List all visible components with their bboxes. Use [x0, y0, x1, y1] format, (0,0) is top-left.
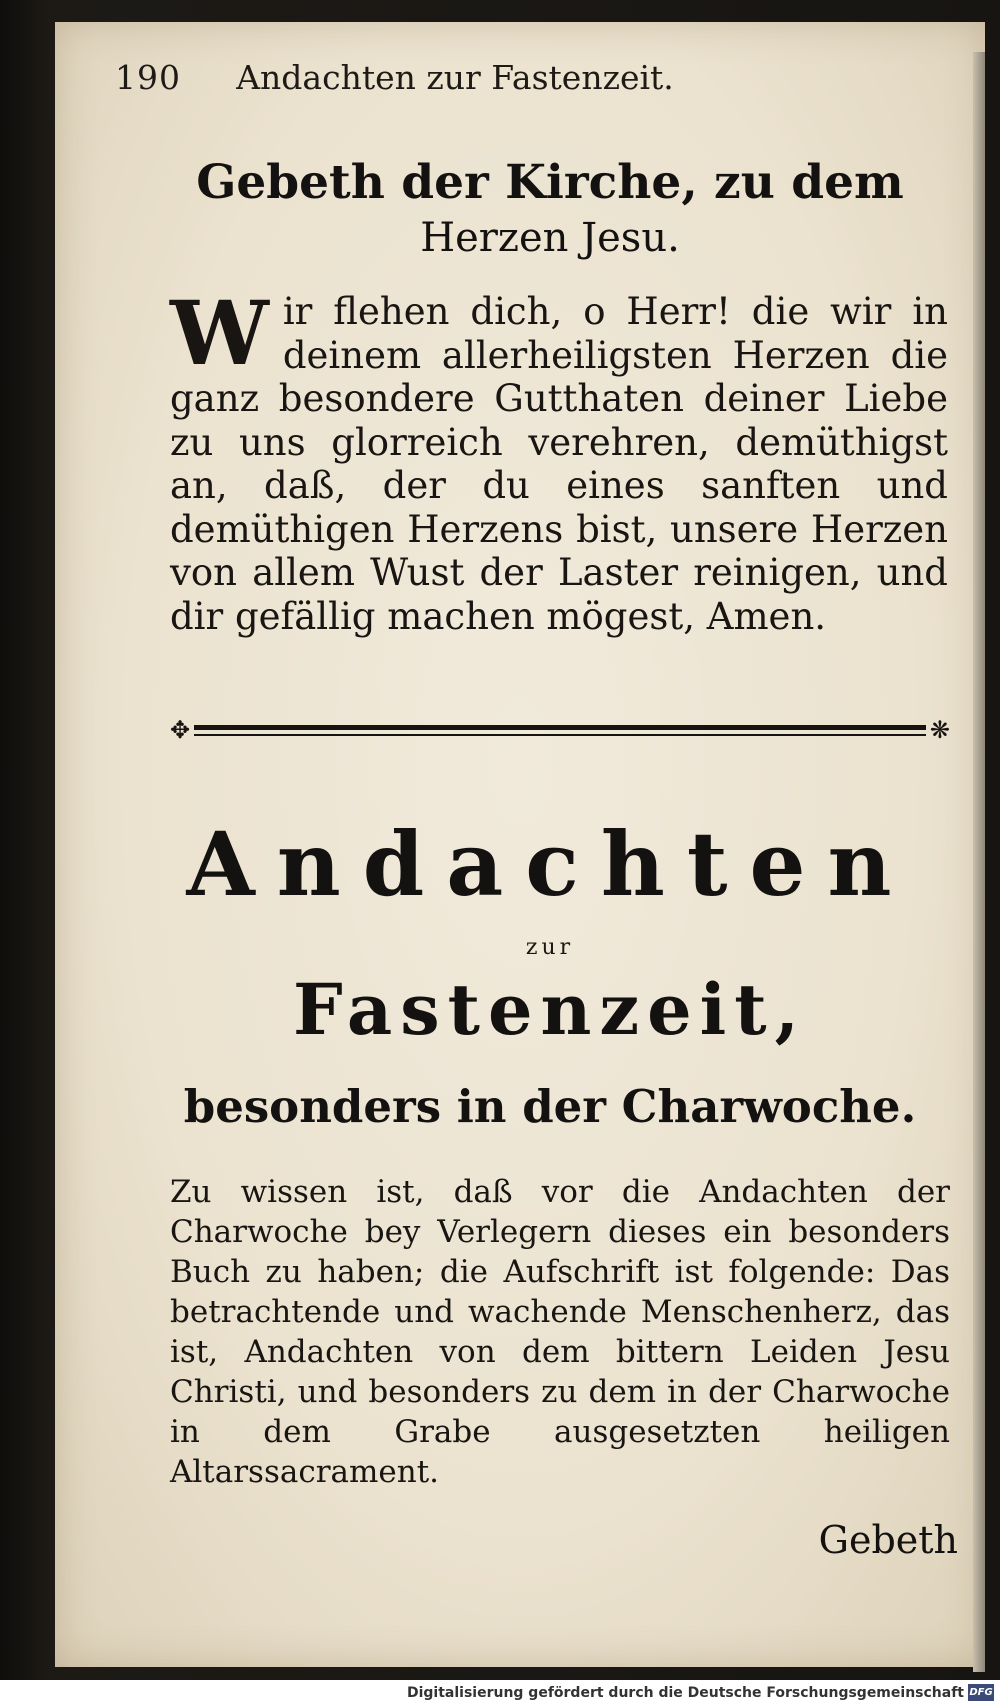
ornament-left-icon: ✥ — [170, 716, 191, 744]
drop-capital: W — [170, 281, 269, 385]
prayer-title-line2: Herzen Jesu. — [420, 215, 680, 261]
prayer-title: Gebeth der Kirche, zu dem — [196, 155, 904, 210]
section-heading: Andachten — [186, 812, 914, 916]
page-number: 190 — [115, 58, 181, 97]
digitization-footer — [0, 1680, 1000, 1707]
rule-thick-line — [194, 725, 926, 730]
section-note: Zu wissen ist, daß vor die Andachten der Charwoche bey Verlegern dieses ein besonders Buch zu haben; die Aufschrift ist folgende: Das betrachtende und wachende Menschenherz, das ist, Andachten von dem bittern Leiden Jesu Christi, und besonders zu dem in der Charwoche in dem Grabe ausgesetzten heiligen Altarssacrament. — [170, 1174, 950, 1490]
section-subheading: besonders in der Charwoche. — [183, 1080, 917, 1133]
page-edge — [973, 52, 985, 1672]
prayer-body-text: ir flehen dich, o Herr! die wir in deinem allerheiligsten Herzen die ganz besondere Gutthaten deiner Liebe zu uns glorreich verehren, demüthigst an, daß, der du eines sanften und demüthigen Herzens bist, unsere Herzen von allem Wust der Laster reinigen, und dir gefällig machen mögest, Amen. — [170, 290, 948, 638]
section-heading-2: Fastenzeit, — [293, 968, 807, 1051]
running-title: Andachten zur Fastenzeit. — [236, 58, 674, 97]
rule-thin-line — [194, 734, 926, 736]
page-header — [115, 58, 795, 98]
section-connector: zur — [525, 935, 575, 960]
prayer-text — [170, 281, 948, 638]
ornamental-rule — [170, 716, 950, 744]
dfg-logo: DFG — [968, 1684, 994, 1701]
catchword: Gebeth — [818, 1518, 958, 1562]
footer-credit: Digitalisierung gefördert durch die Deutsche Forschungsgemeinschaft — [406, 1685, 964, 1701]
ornament-right-icon: ❋ — [929, 716, 950, 744]
